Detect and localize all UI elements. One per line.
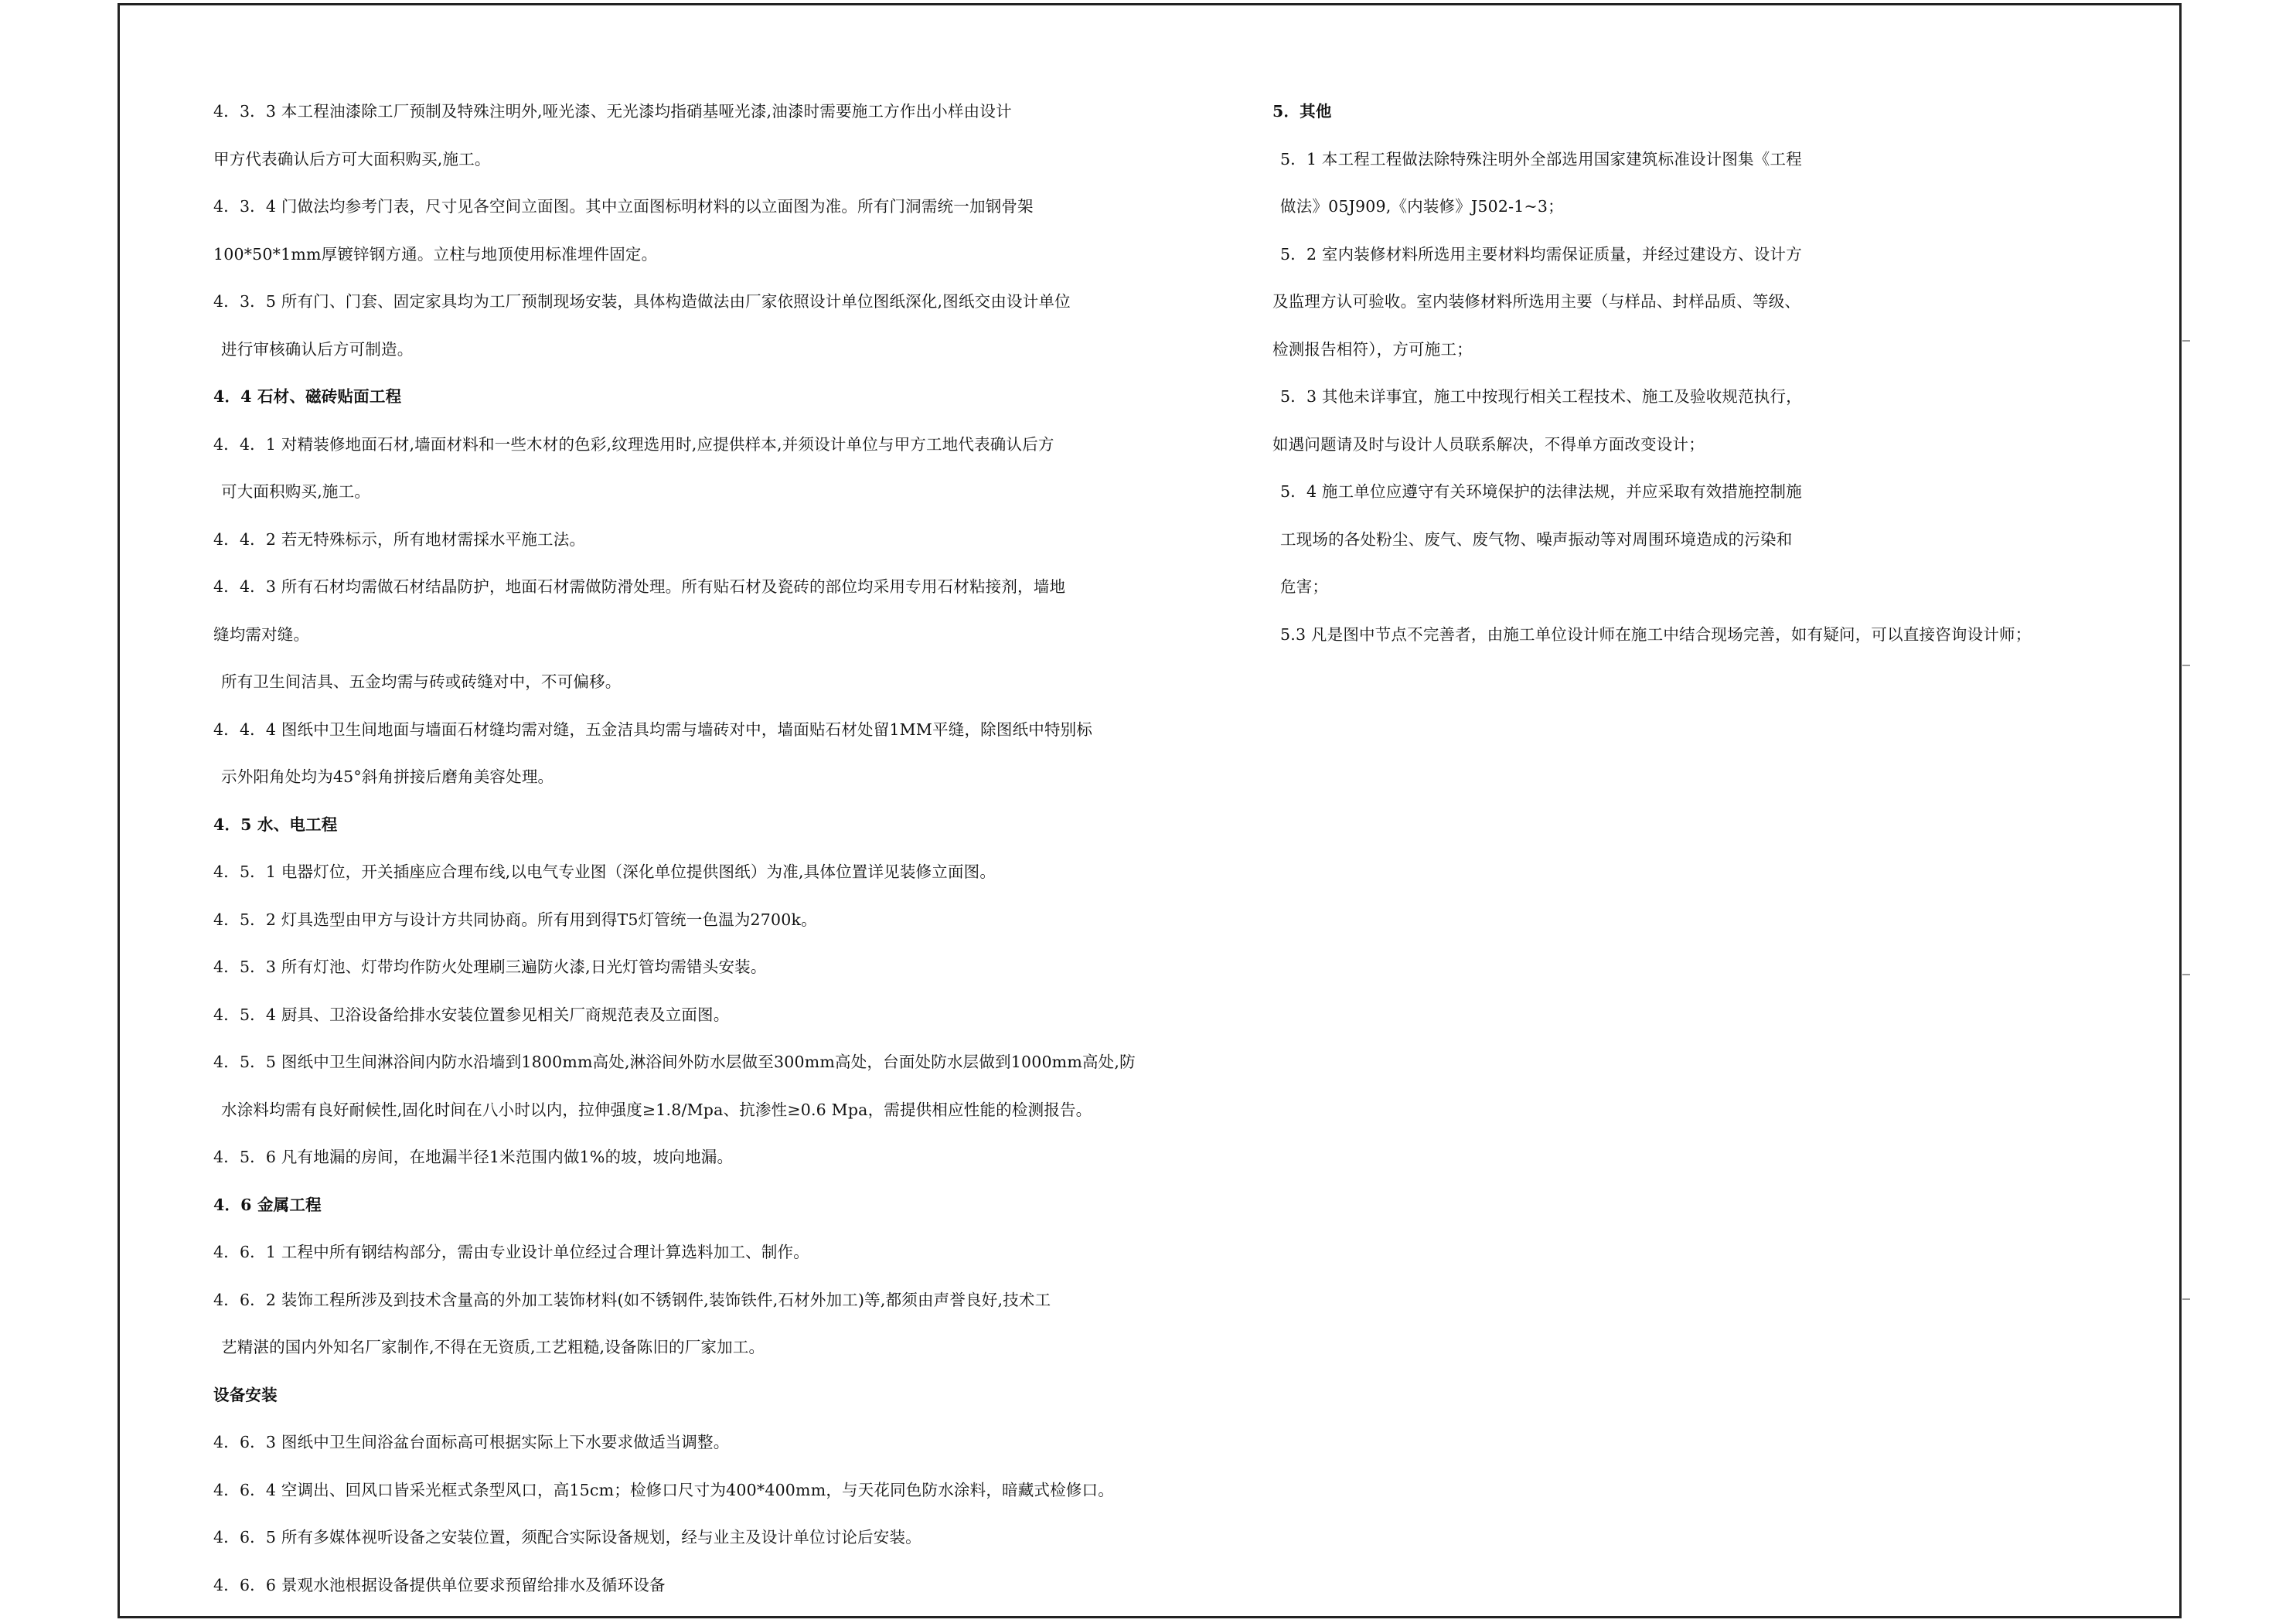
note-line: 4．3．5 所有门、门套、固定家具均为工厂预制现场安装，具体构造做法由厂家依照设计单位图纸深化,图纸交由设计单位 [213,292,1071,311]
note-line: 所有卫生间洁具、五金均需与砖或砖缝对中，不可偏移。 [221,672,622,691]
notes-right-column [1272,94,2154,665]
note-line: 4．4．2 若无特殊标示，所有地材需採水平施工法。 [213,529,586,549]
notes-left-column [213,94,1180,1615]
note-line: 4．3．4 门做法均参考门表，尺寸见各空间立面图。其中立面图标明材料的以立面图为准。所有门洞需统一加钢骨架 [213,197,1034,216]
note-line: 4．6．5 所有多媒体视听设备之安装位置，须配合实际设备规划，经与业主及设计单位讨论后安装。 [213,1528,921,1546]
note-line: 缝均需对缝。 [213,624,310,644]
note-line: 做法》05J909,《内装修》J502-1~3； [1280,197,1564,216]
note-line: 可大面积购买,施工。 [221,482,371,501]
note-line: 4．6．6 景观水池根据设备提供单位要求预留给排水及循环设备 [213,1575,666,1594]
note-line: 危害； [1280,577,1329,596]
note-line: 4．4．4 图纸中卫生间地面与墙面石材缝均需对缝，五金洁具均需与墙砖对中，墙面贴石材处留1MM平缝，除图纸中特别标 [213,720,1093,739]
note-line: 4．5．3 所有灯池、灯带均作防火处理刷三遍防火漆,日光灯管均需错头安装。 [213,958,767,976]
section-heading: 设备安装 [213,1385,278,1404]
note-line: 4．6．2 装饰工程所涉及到技术含量高的外加工装饰材料(如不锈钢件,装饰铁件,石材外加工)等,都须由声誉良好,技术工 [213,1290,1051,1309]
note-line: 5．1 本工程工程做法除特殊注明外全部选用国家建筑标准设计图集《工程 [1280,149,1802,168]
note-line: 4．4．3 所有石材均需做石材结晶防护，地面石材需做防滑处理。所有贴石材及瓷砖的部位均采用专用石材粘接剂，墙地 [213,577,1066,596]
note-line: 4．5．6 凡有地漏的房间，在地漏半径1米范围内做1%的坡，坡向地漏。 [213,1148,734,1166]
section-heading: 5．其他 [1272,102,1332,121]
note-line: 4．5．4 厨具、卫浴设备给排水安装位置参见相关厂商规范表及立面图。 [213,1005,730,1024]
note-line: 甲方代表确认后方可大面积购买,施工。 [213,149,491,168]
note-line: 艺精湛的国内外知名厂家制作,不得在无资质,工艺粗糙,设备陈旧的厂家加工。 [221,1338,765,1356]
note-line: 4．6．1 工程中所有钢结构部分，需由专业设计单位经过合理计算选料加工、制作。 [213,1243,809,1261]
note-line: 4．5．2 灯具选型由甲方与设计方共同协商。所有用到得T5灯管统一色温为2700k。 [213,910,817,929]
note-line: 水涂料均需有良好耐候性,固化时间在八小时以内，拉伸强度≥1.8/Mpa、抗渗性≥0.6 Mpa，需提供相应性能的检测报告。 [221,1100,1092,1119]
note-line: 4．5．5 图纸中卫生间淋浴间内防水沿墙到1800mm高处,淋浴间外防水层做至300mm高处，台面处防水层做到1000mm高处,防 [213,1053,1136,1071]
note-line: 工现场的各处粉尘、废气、废气物、噪声振动等对周围环境造成的污染和 [1280,529,1793,549]
note-line: 5．2 室内装修材料所选用主要材料均需保证质量，并经过建设方、设计方 [1280,244,1802,264]
section-heading: 4．4 石材、磁砖贴面工程 [213,387,402,406]
note-line: 4．3．3 本工程油漆除工厂预制及特殊注明外,哑光漆、无光漆均指硝基哑光漆,油漆时需要施工方作出小样由设计 [213,102,1012,121]
note-line: 4．6．3 图纸中卫生间浴盆台面标高可根据实际上下水要求做适当调整。 [213,1433,730,1451]
note-line: 4．6．4 空调出、回风口皆采光框式条型风口，高15cm；检修口尺寸为400*400mm，与天花同色防水涂料，暗藏式检修口。 [213,1480,1114,1499]
edge-tick-marks [2182,0,2190,1623]
section-heading: 4．5 水、电工程 [213,815,338,834]
note-line: 及监理方认可验收。室内装修材料所选用主要（与样品、封样品质、等级、 [1272,292,1801,311]
note-line: 4．4．1 对精装修地面石材,墙面材料和一些木材的色彩,纹理选用时,应提供样本,并须设计单位与甲方工地代表确认后方 [213,434,1054,454]
note-line: 100*50*1mm厚镀锌钢方通。立柱与地顶使用标准埋件固定。 [213,244,658,264]
note-line: 4．5．1 电器灯位，开关插座应合理布线,以电气专业图（深化单位提供图纸）为准,具体位置详见装修立面图。 [213,863,996,881]
section-heading: 4．6 金属工程 [213,1195,322,1214]
note-line: 5．4 施工单位应遵守有关环境保护的法律法规，并应采取有效措施控制施 [1280,482,1802,501]
note-line: 如遇问题请及时与设计人员联系解决，不得单方面改变设计； [1272,434,1705,454]
note-line: 示外阳角处均为45°斜角拼接后磨角美容处理。 [221,767,554,786]
note-line: 5.3 凡是图中节点不完善者，由施工单位设计师在施工中结合现场完善，如有疑问，可以直接咨询设计师； [1280,624,2032,644]
note-line: 5．3 其他未详事宜，施工中按现行相关工程技术、施工及验收规范执行， [1280,387,1802,406]
note-line: 检测报告相符），方可施工； [1272,339,1473,359]
note-line: 进行审核确认后方可制造。 [221,339,414,359]
